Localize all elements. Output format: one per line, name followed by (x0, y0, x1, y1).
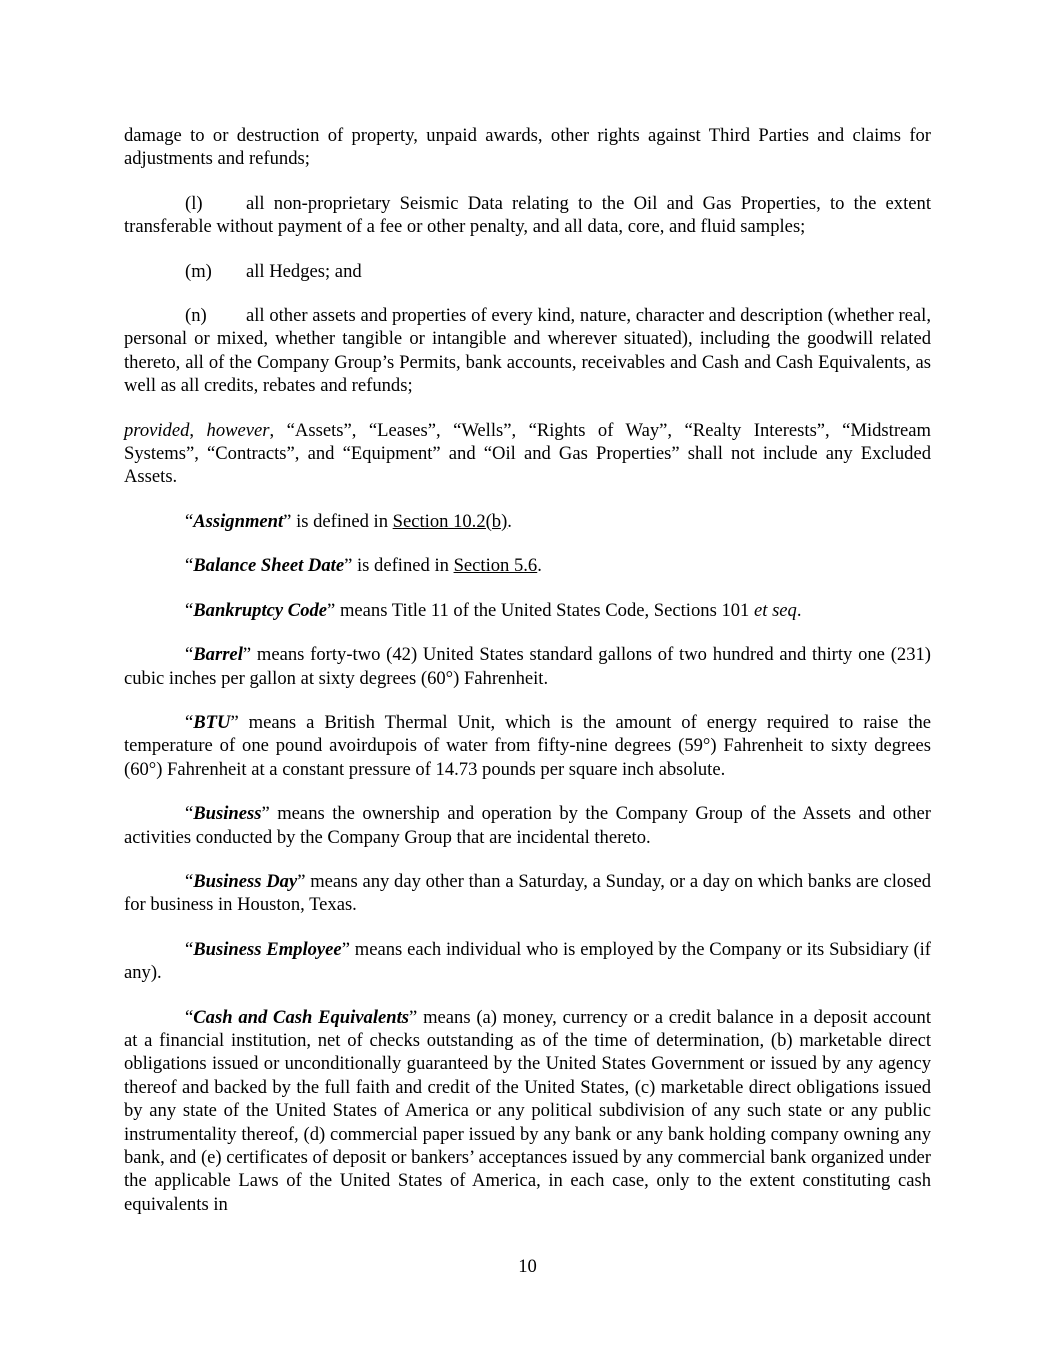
proviso-text: , “Assets”, “Leases”, “Wells”, “Rights of Way”, “Realty Interests”, “Midstream Systems”, “Contracts”, and “Equipment” and “Oil and Gas Properties” shall not include any Excluded Assets. (124, 419, 931, 488)
list-item-m (124, 260, 931, 283)
definition-text: means (a) money, currency or a credit balance in a deposit account at a financial institution, net of checks outstanding as of the time of determination, (b) marketable direct obligations issued or unconditionally guaranteed by the United States Government or issued by any agency thereof and backed by the full faith and credit of the United States, (c) marketable direct obligations issued by any state of the United States of America or any political subdivision of any such state or any public instrumentality thereof, (d) commercial paper issued by any bank or any bank holding company owning any bank, and (e) certificates of deposit or bankers’ acceptances issued by any commercial bank organized under the applicable Laws of the United States of America, in each case, only to the extent constituting cash equivalents in (124, 1006, 931, 1215)
item-label: (n) (185, 305, 207, 327)
definition-bankruptcy-code (124, 599, 931, 622)
proviso-sep: , (189, 419, 207, 441)
open-quote: “ (185, 803, 194, 825)
list-item-l (124, 192, 931, 239)
open-quote: “ (185, 870, 194, 892)
open-quote: “ (185, 1006, 194, 1028)
definition-end: . (796, 599, 802, 621)
definition-balance-sheet-date (124, 554, 931, 577)
definition-text: means Title 11 of the United States Code, Sections 101 (335, 599, 754, 621)
proviso-paragraph (124, 419, 931, 489)
open-quote: “ (185, 599, 194, 621)
defined-term: Cash and Cash Equivalents (193, 1006, 410, 1028)
section-reference-link[interactable]: Section 5.6 (453, 555, 538, 577)
defined-term: Balance Sheet Date (193, 555, 345, 577)
open-quote: “ (185, 938, 194, 960)
section-reference-link[interactable]: Section 10.2(b) (392, 510, 508, 532)
proviso-provided: provided (124, 419, 190, 441)
defined-term: BTU (193, 711, 231, 733)
definition-business-employee (124, 938, 931, 985)
definition-cash-equivalents (124, 1006, 931, 1217)
definition-text: means any day other than a Saturday, a Sunday, or a day on which banks are closed for business in Houston, Texas. (124, 870, 931, 916)
open-quote: “ (185, 644, 194, 666)
definition-assignment (124, 510, 931, 533)
definition-business (124, 802, 931, 849)
close-quote: ” (283, 510, 292, 532)
definition-end: . (507, 510, 512, 532)
close-quote: ” (242, 644, 252, 666)
page-number: 10 (518, 1256, 537, 1277)
proviso-however: however (206, 419, 270, 441)
definition-text: means forty-two (42) United States standard gallons of two hundred and thirty one (231) cubic inches per gallon at sixty degrees (60°) Fahrenheit. (124, 644, 931, 689)
close-quote: ” (230, 711, 239, 733)
close-quote: ” (344, 555, 353, 577)
defined-term: Barrel (193, 644, 243, 666)
definition-text: means a British Thermal Unit, which is the amount of energy required to raise the temperature of one pound avoirdupois of water from fifty-nine degrees (59°) Fahrenheit to sixty degrees (60°) Fahrenheit at a constant pressure of 14.73 pounds per square inch absolute. (124, 711, 931, 780)
defined-term: Business Day (193, 870, 298, 892)
definition-btu (124, 711, 931, 781)
close-quote: ” (327, 599, 336, 621)
defined-term: Business (193, 803, 262, 825)
open-quote: “ (185, 555, 194, 577)
definition-text: means each individual who is employed by the Company or its Subsidiary (if any). (124, 938, 931, 984)
defined-term: Business Employee (193, 938, 342, 960)
open-quote: “ (185, 510, 194, 532)
item-label: (m) (185, 260, 212, 282)
list-item-n (124, 304, 931, 398)
item-text: all other assets and properties of every kind, nature, character and description (whether real, personal or mixed, whether tangible or intangible and wherever situated), including the goodwill related thereto, all of the Company Group’s Permits, bank accounts, receivables and Cash and Cash Equivalents, as well as all credits, rebates and refunds; (124, 305, 931, 397)
latin-phrase: et seq (754, 599, 797, 621)
definition-business-day (124, 870, 931, 917)
definition-text: is defined in (291, 510, 393, 532)
definition-end: . (537, 555, 542, 577)
item-text: all Hedges; and (246, 260, 362, 282)
item-text: all non-proprietary Seismic Data relating to the Oil and Gas Properties, to the extent transferable without payment of a fee or other penalty, and all data, core, and fluid samples; (124, 192, 931, 238)
definition-text: means the ownership and operation by the Company Group of the Assets and other activities conducted by the Company Group that are incidental thereto. (124, 803, 931, 848)
close-quote: ” (261, 803, 270, 825)
definition-barrel (124, 643, 931, 690)
continuation-paragraph: damage to or destruction of property, unpaid awards, other rights against Third Parties and claims for adjustments and refunds; (124, 125, 931, 170)
close-quote: ” (297, 870, 306, 892)
document-page (124, 124, 931, 1237)
definition-text: is defined in (352, 555, 454, 577)
close-quote: ” (341, 938, 350, 960)
open-quote: “ (185, 711, 194, 733)
item-label: (l) (185, 192, 203, 214)
close-quote: ” (409, 1006, 418, 1028)
defined-term: Assignment (193, 510, 284, 532)
defined-term: Bankruptcy Code (193, 599, 328, 621)
